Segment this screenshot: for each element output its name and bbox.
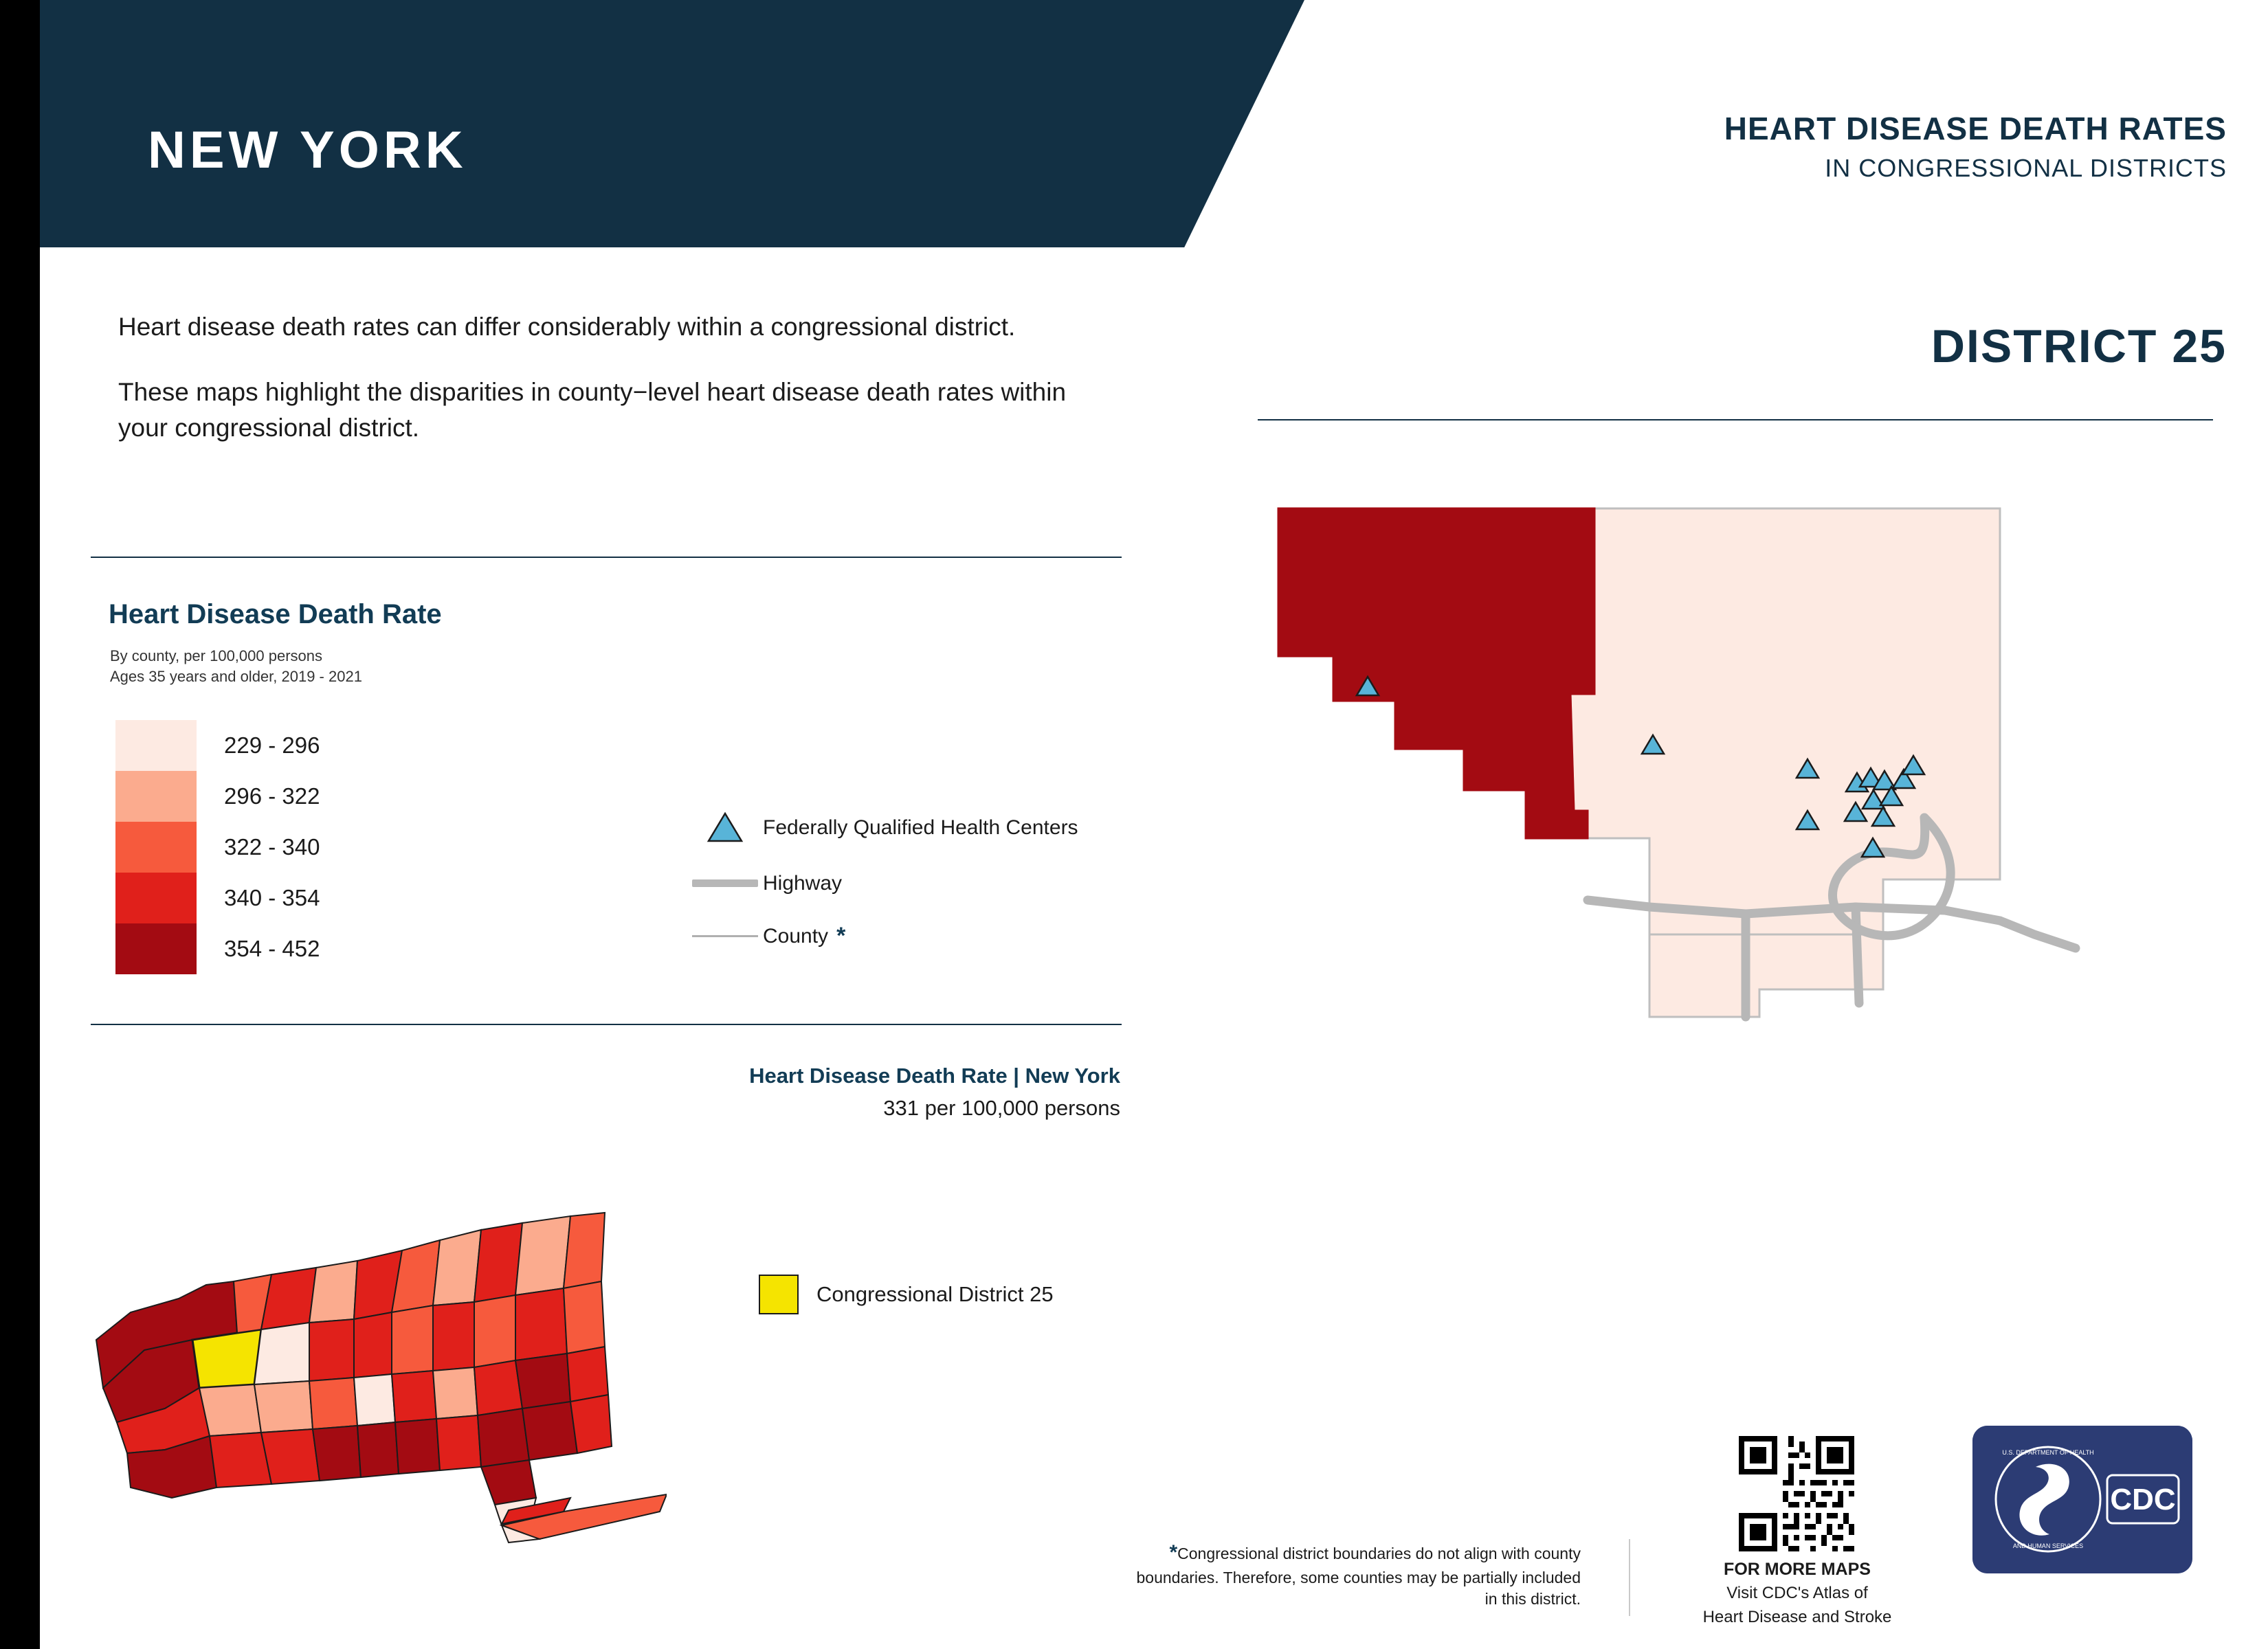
legend-swatches (115, 720, 320, 974)
divider-top-left (91, 557, 1122, 558)
legend-swatch-2 (115, 822, 197, 873)
svg-text:CDC: CDC (2110, 1483, 2176, 1516)
legend-fqhc (687, 811, 1078, 844)
poster-subtitle: IN CONGRESSIONAL DISTRICTS (1825, 154, 2227, 182)
legend-label-3: 340 - 354 (224, 885, 320, 910)
legend-subtitle-line2: Ages 35 years and older, 2019 - 2021 (110, 667, 362, 685)
legend-swatch-1 (115, 771, 197, 822)
footnote (1127, 1539, 1581, 1610)
legend-row (115, 720, 320, 771)
district-25-map (1265, 495, 2213, 1250)
legend-label-1: 296 - 322 (224, 783, 320, 809)
intro-text (118, 309, 1122, 447)
legend-label-0: 229 - 296 (224, 732, 320, 758)
divider-district (1258, 419, 2213, 420)
divider-bottom-left (91, 1024, 1122, 1025)
legend-swatch-4 (115, 923, 197, 974)
legend-title: Heart Disease Death Rate (109, 599, 442, 629)
legend-row (115, 771, 320, 822)
highway-line-icon (687, 879, 763, 887)
legend-subtitle (110, 646, 362, 686)
legend-row (115, 822, 320, 873)
poster-title: HEART DISEASE DEATH RATES (1724, 111, 2227, 146)
intro-paragraph-1: Heart disease death rates can differ considerably within a congressional district. (118, 313, 1016, 341)
more-maps-block (1649, 1560, 1945, 1628)
legend-label-2: 322 - 340 (224, 834, 320, 860)
page-title: DISTRICT 25 (1931, 320, 2227, 372)
qr-code[interactable] (1739, 1436, 1854, 1551)
intro-paragraph-2: These maps highlight the disparities in county−level heart disease death rates within your congressional district. (118, 377, 1067, 442)
footer-divider (1629, 1539, 1630, 1616)
county-orleans (1278, 508, 1594, 838)
header-title-block (1724, 110, 2227, 183)
more-maps-title: FOR MORE MAPS (1724, 1560, 1871, 1579)
district-color-key (759, 1275, 1054, 1314)
left-edge-strip (0, 0, 40, 1649)
legend-row (115, 873, 320, 923)
district-color-swatch (759, 1275, 799, 1314)
state-title: NEW YORK (148, 121, 467, 179)
fqhc-triangle-icon (687, 811, 763, 844)
new-york-state-map (89, 1113, 667, 1553)
legend-county (687, 923, 1078, 950)
footnote-asterisk: * (1169, 1541, 1178, 1564)
legend-highway-label: Highway (763, 872, 843, 895)
state-map-rate: 331 per 100,000 persons (883, 1096, 1120, 1120)
symbol-legend (687, 811, 1078, 976)
county-asterisk: * (836, 923, 846, 949)
legend-county-label: County (763, 925, 829, 947)
county-line-icon (687, 935, 763, 937)
svg-text:AND HUMAN SERVICES: AND HUMAN SERVICES (2012, 1543, 2084, 1549)
svg-text:U.S. DEPARTMENT OF HEALTH: U.S. DEPARTMENT OF HEALTH (2002, 1449, 2094, 1456)
legend-subtitle-line1: By county, per 100,000 persons (110, 647, 323, 664)
state-map-title: Heart Disease Death Rate | New York (749, 1064, 1120, 1088)
legend-swatch-0 (115, 720, 197, 771)
more-maps-line2: Heart Disease and Stroke (1702, 1608, 1892, 1627)
legend-swatch-3 (115, 873, 197, 923)
hhs-cdc-logo (1972, 1426, 2192, 1573)
legend-highway (687, 870, 1078, 897)
legend-row (115, 923, 320, 974)
district-color-label: Congressional District 25 (816, 1282, 1054, 1306)
footnote-text: Congressional district boundaries do not align with county boundaries. Therefore, some counties may be partially included in this district. (1136, 1545, 1581, 1608)
legend-fqhc-label: Federally Qualified Health Centers (763, 816, 1078, 839)
more-maps-line1: Visit CDC's Atlas of (1726, 1584, 1868, 1602)
county-monroe (1570, 508, 2000, 934)
legend-label-4: 354 - 452 (224, 936, 320, 961)
